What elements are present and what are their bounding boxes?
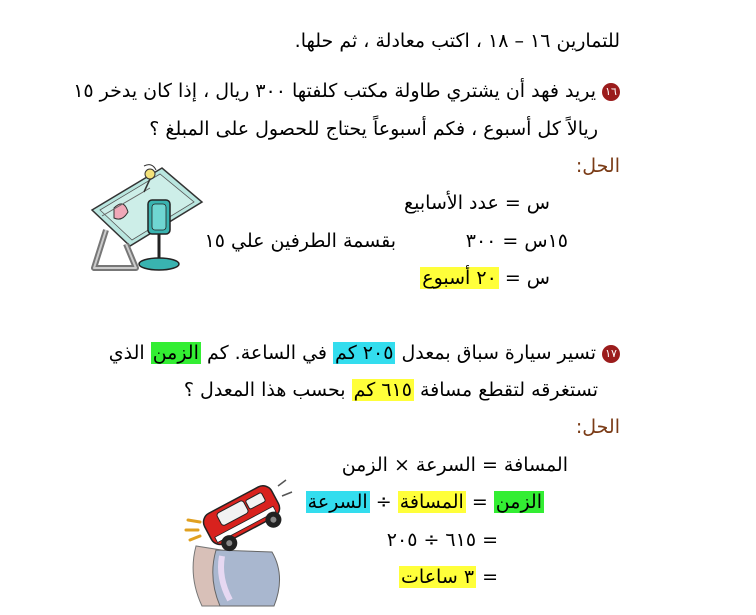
solution-17-speed: السرعة	[307, 491, 368, 513]
problem-16-line-1	[73, 78, 620, 104]
drafting-table-illustration	[86, 160, 206, 280]
problem-17-text-2a: تستغرقه لتقطع مسافة	[420, 379, 598, 401]
solution-label: الحل:	[575, 155, 620, 177]
problem-17-distance: ٦١٥ كم	[353, 379, 412, 401]
solution-17-eq4	[399, 564, 498, 590]
solution-label: الحل:	[575, 416, 620, 438]
problem-17-speed: ٢٠٥ كم	[335, 342, 394, 364]
solution-16-eq1: س = عدد الأسابيع	[404, 192, 550, 214]
problem-16-text-1: يريد فهد أن يشتري طاولة مكتب كلفتها ٣٠٠ ريال ، إذا كان يدخر ١٥	[73, 80, 596, 102]
problem-17-line-2	[184, 377, 598, 403]
problem-17-text-b: في الساعة. كم	[206, 342, 327, 364]
solution-17-eq-sign: =	[471, 491, 488, 513]
solution-17-eq1: المسافة = السرعة × الزمن	[341, 454, 568, 476]
solution-16-note: بقسمة الطرفين علي ١٥	[204, 230, 396, 252]
solution-17-eq3: = ٦١٥ ÷ ٢٠٥	[386, 529, 498, 551]
solution-16-eq3-lhs: س =	[504, 267, 550, 289]
problem-16-line-2: ريالاً كل أسبوع ، فكم أسبوعاً يحتاج للحصول على المبلغ ؟	[149, 118, 598, 140]
problem-17-text-c: الذي	[108, 342, 145, 364]
problem-17-time-word: الزمن	[152, 342, 199, 364]
solution-17-distance: المسافة	[399, 491, 464, 513]
solution-16-eq2: ١٥س = ٣٠٠	[465, 230, 568, 252]
problem-number-badge: ١٦	[602, 83, 620, 101]
solution-17-eq4-sign: =	[482, 566, 498, 588]
race-car-illustration	[182, 476, 294, 610]
solution-17-eq2	[306, 489, 544, 515]
problem-17-text-2b: بحسب هذا المعدل ؟	[183, 379, 346, 401]
solution-17-divide: ÷	[375, 491, 392, 513]
solution-16-eq3	[420, 265, 550, 291]
solution-16-answer: ٢٠ أسبوع	[422, 267, 497, 289]
problem-17-line-1	[109, 340, 620, 366]
problem-17-text-a: تسير سيارة سباق بمعدل	[401, 342, 596, 364]
solution-17-answer: ٣ ساعات	[401, 566, 475, 588]
intro-text: للتمارين ١٦ – ١٨ ، اكتب معادلة ، ثم حلها.	[294, 30, 620, 52]
problem-number-badge: ١٧	[602, 345, 620, 363]
solution-17-time: الزمن	[495, 491, 542, 513]
